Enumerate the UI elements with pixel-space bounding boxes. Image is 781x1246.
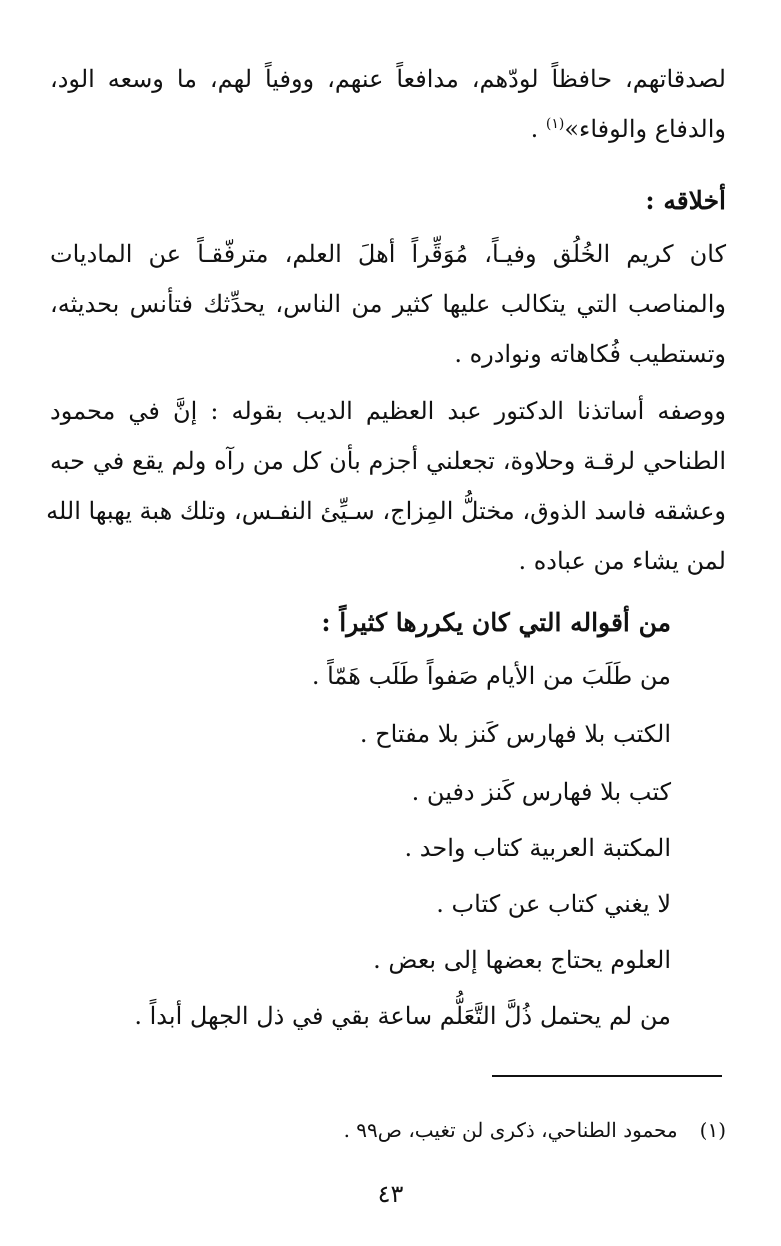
footnote-separator (492, 1075, 722, 1077)
paragraph2-line: الطناحي لرقـة وحلاوة، تجعلني أجزم بأن كل من رآه ولم يقع في حبه (50, 447, 726, 475)
footnote (344, 1118, 726, 1142)
saying-item: من لم يحتمل ذُلَّ التَّعَلُّم ساعة بقي في ذل الجهل أبداً . (134, 1002, 671, 1030)
page-number: ٤٣ (377, 1180, 404, 1208)
paragraph2-line: ووصفه أساتذنا الدكتور عبد العظيم الديب بقوله : إنَّ في محمود (50, 397, 726, 425)
paragraph2-line: لمن يشاء من عباده . (518, 547, 726, 575)
section-heading-sayings: من أقواله التي كان يكررها كثيراً : (321, 608, 671, 637)
paragraph1-line: وتستطيب فُكاهاته ونوادره . (454, 340, 726, 368)
paragraph1-line: والمناصب التي يتكالب عليها كثير من الناس، يحدِّثك فتأنس بحديثه، (50, 290, 726, 318)
saying-item: العلوم يحتاج بعضها إلى بعض . (373, 946, 671, 974)
intro-line-2 (50, 115, 726, 143)
saying-item: المكتبة العربية كتاب واحد . (404, 834, 671, 862)
saying-item: الكتب بلا فهارس كَنز بلا مفتاح . (359, 720, 671, 748)
footnote-number: (١) (699, 1118, 726, 1142)
section-heading-akhlaq: أخلاقه : (645, 186, 726, 215)
intro-line-2-tail: . (530, 115, 546, 143)
intro-line-2-text: والدفاع والوفاء» (564, 115, 726, 143)
saying-item: من طَلَبَ من الأيام صَفواً طَلَب هَمّاً . (311, 662, 671, 690)
paragraph1-line: كان كريم الخُلُق وفيـاً، مُوَقِّراً أهلَ العلم، مترفّقـاً عن الماديات (50, 240, 727, 268)
footnote-reference: (١) (545, 116, 565, 132)
intro-line-1: لصدقاتهم، حافظاً لودّهم، مدافعاً عنهم، ووفياً لهم، ما وسعه الود، (50, 65, 726, 93)
footnote-text: محمود الطناحي، ذكرى لن تغيب، ص٩٩ . (343, 1118, 678, 1142)
saying-item: لا يغني كتاب عن كتاب . (436, 890, 671, 918)
paragraph2-line: وعشقه فاسد الذوق، مختلُّ المِزاج، سـيِّئ النفـس، وتلك هبة يهبها الله (46, 497, 726, 525)
saying-item: كتب بلا فهارس كَنز دفين . (411, 778, 671, 806)
